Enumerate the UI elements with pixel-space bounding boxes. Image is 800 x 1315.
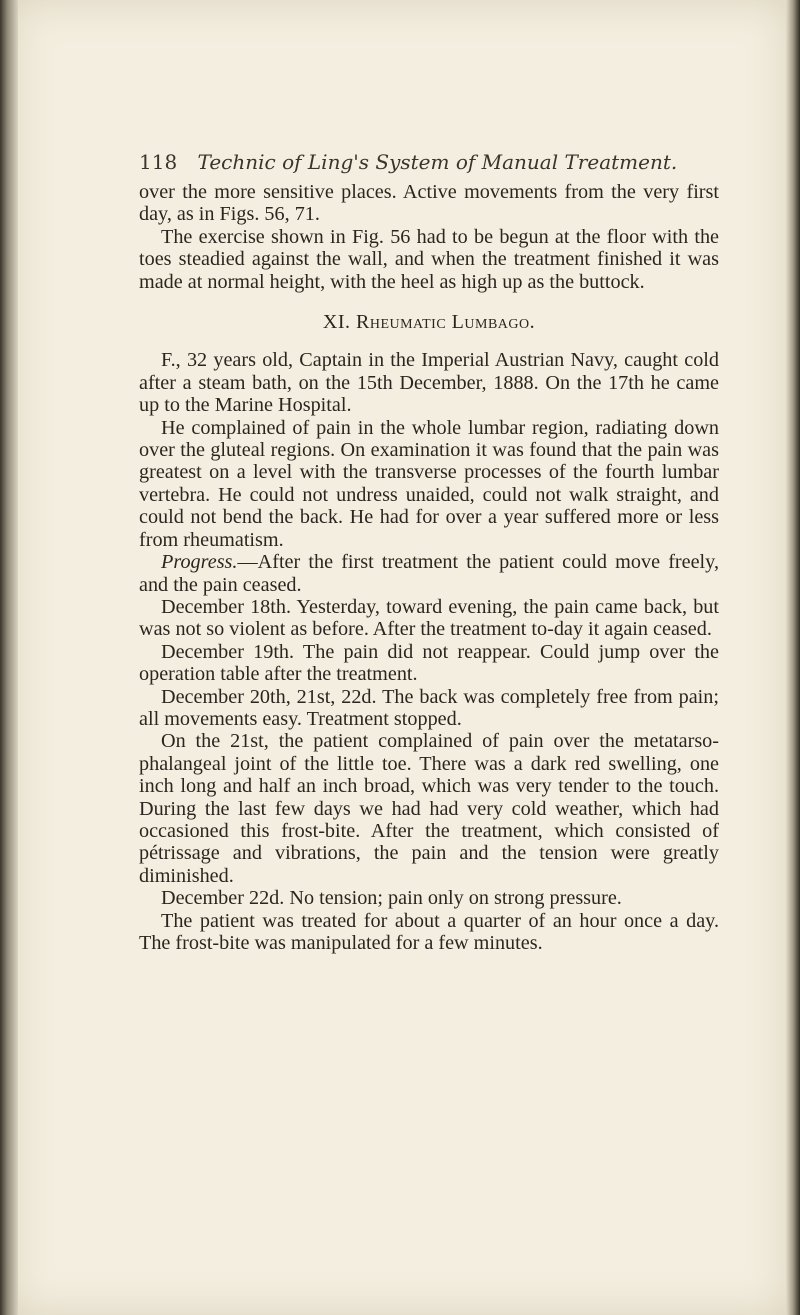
paragraph: December 19th. The pain did not reappear. Could jump over the operation table after the treatment.: [139, 640, 719, 686]
paragraph: On the 21st, the patient complained of pain over the metatarso-phalangeal joint of the little toe. There was a dark red swelling, one inch long and half an inch broad, which was very tender to the touch. During the last few days we had had very cold weather, which had occasioned this frost-bite. After the treatment, which consisted of pétrissage and vibrations, the pain and the tension were greatly diminished.: [139, 730, 719, 887]
section-title: XI. Rheumatic Lumbago.: [322, 311, 536, 334]
paragraph: The exercise shown in Fig. 56 had to be begun at the floor with the toes steadied against the wall, and when the treatment finished it was made at normal height, with the heel as high up as the buttock.: [139, 225, 719, 293]
page-body: [139, 181, 719, 954]
paragraph: December 20th, 21st, 22d. The back was completely free from pain; all movements easy. Treatment stopped.: [139, 685, 719, 730]
page-right-edge: [786, 0, 800, 1315]
progress-text: —After the first treatment the patient could move freely, and the pain ceased.: [139, 551, 719, 596]
paragraph: December 22d. No tension; pain only on strong pressure.: [161, 887, 622, 910]
paragraph: F., 32 years old, Captain in the Imperial Austrian Navy, caught cold after a steam bath, on the 15th December, 1888. On the 17th he came up to the Marine Hospital.: [139, 349, 719, 417]
running-header: [139, 150, 719, 174]
page-number: 118: [139, 150, 178, 174]
progress-label: Progress.: [161, 551, 238, 574]
page-left-edge: [0, 0, 18, 1315]
paragraph: December 18th. Yesterday, toward evening, the pain came back, but was not so violent as before. After the treatment to-day it again ceased.: [139, 595, 719, 641]
running-title: Technic of Ling's System of Manual Treatment.: [197, 150, 678, 174]
paragraph: The patient was treated for about a quarter of an hour once a day. The frost-bite was manipulated for a few minutes.: [139, 909, 719, 954]
paragraph: [139, 551, 719, 596]
paragraph: over the more sensitive places. Active movements from the very first day, as in Figs. 56, 71.: [139, 181, 719, 226]
paragraph: He complained of pain in the whole lumbar region, radiating down over the gluteal regions. On examination it was found that the pain was greatest on a level with the transverse processes of the fourth lumbar vertebra. He could not undress unaided, could not walk straight, and could not bend the back. He had for over a year suffered more or less from rheumatism.: [139, 416, 719, 551]
